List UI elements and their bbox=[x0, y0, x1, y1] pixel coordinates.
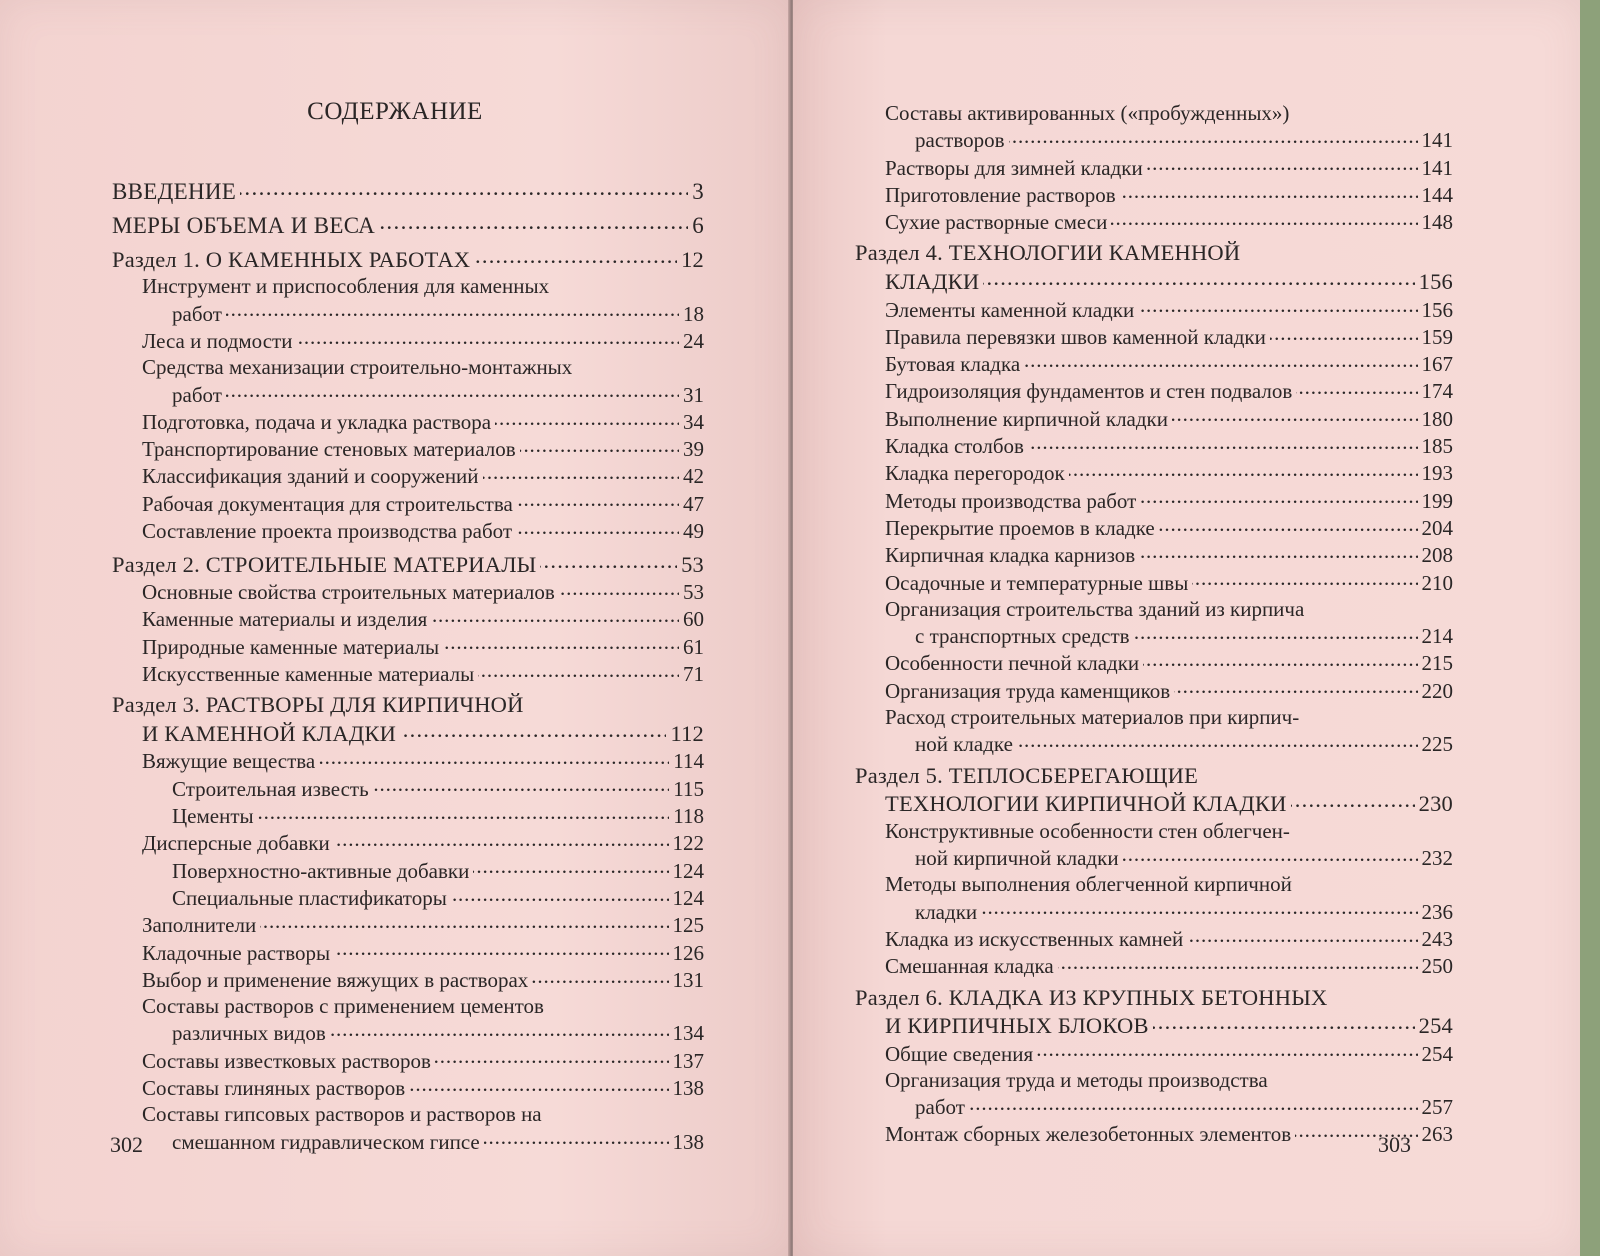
toc-page-number: 254 bbox=[1418, 1013, 1453, 1039]
toc-entry bbox=[855, 154, 1453, 181]
toc-entry bbox=[855, 377, 1453, 404]
toc-entry-title: Организация труда каменщиков bbox=[885, 678, 1171, 703]
dot-leader bbox=[1159, 514, 1418, 535]
toc-entry bbox=[112, 605, 704, 632]
dot-leader bbox=[540, 549, 677, 572]
toc-entry bbox=[112, 327, 704, 354]
toc-entry-title: работ bbox=[172, 301, 222, 326]
toc-entry bbox=[855, 432, 1453, 459]
dot-leader bbox=[1291, 789, 1415, 812]
toc-page-number: 257 bbox=[1421, 1095, 1453, 1120]
toc-page-number: 114 bbox=[673, 749, 704, 774]
toc-entry-title: Методы производства работ bbox=[885, 488, 1137, 513]
toc-page-number: 250 bbox=[1421, 954, 1453, 979]
toc-page-number: 243 bbox=[1421, 926, 1453, 951]
toc-page-number: 156 bbox=[1421, 297, 1453, 322]
toc-entry-title: Инструмент и приспособления для каменных bbox=[142, 274, 550, 299]
dot-leader bbox=[532, 966, 668, 987]
toc-entry-title: Составы активированных («пробужденных») bbox=[885, 101, 1290, 125]
dot-leader bbox=[226, 381, 679, 402]
toc-entry-title: Перекрытие проемов в кладке bbox=[885, 515, 1155, 540]
toc-entry-title: Кладочные растворы bbox=[142, 940, 331, 965]
toc-entry-title: Организация строительства зданий из кирпича bbox=[885, 596, 1305, 621]
toc-entry-title: Строительная известь bbox=[172, 776, 369, 801]
toc-entry bbox=[855, 952, 1453, 979]
toc-page-number: 185 bbox=[1421, 434, 1453, 459]
toc-page-number: 34 bbox=[683, 409, 704, 434]
toc-entry-title: Организация труда и методы производства bbox=[885, 1067, 1268, 1092]
toc-entry bbox=[855, 487, 1453, 514]
dot-leader bbox=[1140, 487, 1417, 508]
toc-entry-title: Бутовая кладка bbox=[885, 352, 1021, 377]
toc-page-number: 156 bbox=[1418, 269, 1453, 295]
dot-leader bbox=[516, 517, 679, 538]
toc-entry bbox=[855, 677, 1453, 704]
dot-leader bbox=[330, 1019, 669, 1040]
toc-entry-title: Вяжущие вещества bbox=[142, 749, 316, 774]
toc-page-number: 230 bbox=[1418, 791, 1453, 817]
toc-page-number: 141 bbox=[1421, 128, 1453, 153]
toc-entry-title: растворов bbox=[915, 128, 1005, 153]
toc-entry bbox=[855, 208, 1453, 235]
toc-page-number: 31 bbox=[683, 382, 704, 407]
toc-entry-title: Смешанная кладка bbox=[885, 954, 1054, 979]
toc-entry-title: Конструктивные особенности стен облегчен- bbox=[885, 818, 1290, 843]
toc-entry bbox=[112, 210, 704, 239]
toc-entry-title: Составление проекта производства работ bbox=[142, 519, 513, 544]
toc-entry bbox=[855, 649, 1453, 676]
toc-entry-title: Кладка из искусственных камней bbox=[885, 926, 1184, 951]
page-number-right: 303 bbox=[1378, 1132, 1411, 1157]
toc-page-number: 167 bbox=[1421, 352, 1453, 377]
dot-leader bbox=[296, 327, 679, 348]
toc-entry bbox=[112, 549, 704, 578]
toc-entry-title: Выполнение кирпичной кладки bbox=[885, 406, 1168, 431]
toc-page-number: 39 bbox=[683, 437, 704, 462]
toc-entry-title: Основные свойства строительных материалов bbox=[142, 580, 555, 605]
toc-entry bbox=[855, 1067, 1453, 1121]
toc-page-number: 220 bbox=[1421, 678, 1453, 703]
toc-entry-title: Выбор и применение вяжущих в растворах bbox=[142, 967, 529, 992]
dot-leader bbox=[409, 1074, 668, 1095]
toc-entry-title: Осадочные и температурные швы bbox=[885, 570, 1189, 595]
toc-page-number: 210 bbox=[1421, 570, 1453, 595]
toc-entry-title: Кладка столбов bbox=[885, 434, 1024, 459]
toc-entry bbox=[112, 857, 704, 884]
toc-page-number: 122 bbox=[672, 831, 704, 856]
toc-page-number: 214 bbox=[1421, 624, 1453, 649]
toc-entry bbox=[112, 802, 704, 829]
dot-leader bbox=[1192, 569, 1417, 590]
toc-page-number: 180 bbox=[1421, 406, 1453, 431]
toc-entry bbox=[112, 884, 704, 911]
dot-leader bbox=[258, 802, 670, 823]
dot-leader bbox=[1123, 844, 1418, 865]
toc-entry-title: Поверхностно-активные добавки bbox=[172, 858, 470, 883]
toc-page-number: 49 bbox=[683, 519, 704, 544]
toc-page-number: 144 bbox=[1421, 182, 1453, 207]
toc-entry bbox=[855, 985, 1453, 1040]
dot-leader bbox=[435, 1047, 669, 1068]
dot-leader bbox=[1120, 181, 1418, 202]
dot-leader bbox=[969, 1093, 1418, 1114]
dot-leader bbox=[1172, 405, 1418, 426]
contents-title: СОДЕРЖАНИЕ bbox=[307, 98, 483, 125]
toc-page-number: 225 bbox=[1421, 732, 1453, 757]
dot-leader bbox=[1270, 323, 1418, 344]
toc-page-number: 159 bbox=[1421, 324, 1453, 349]
toc-entry bbox=[112, 633, 704, 660]
toc-entry bbox=[855, 1120, 1453, 1147]
toc-entry-title: Расход строительных материалов при кирпич- bbox=[885, 705, 1300, 730]
toc-page-number: 71 bbox=[683, 662, 704, 687]
toc-entry bbox=[112, 245, 704, 274]
toc-entry-title: МЕРЫ ОБЪЕМА И ВЕСА bbox=[112, 213, 376, 239]
toc-page-number: 126 bbox=[672, 940, 704, 965]
toc-entry bbox=[855, 100, 1453, 154]
dot-leader bbox=[474, 245, 677, 268]
toc-entry-title: Классификация зданий и сооружений bbox=[142, 464, 479, 489]
dot-leader bbox=[1024, 350, 1417, 371]
dot-leader bbox=[495, 408, 679, 429]
toc-entry-title: работ bbox=[915, 1095, 965, 1120]
toc-entry bbox=[855, 350, 1453, 377]
dot-leader bbox=[1069, 459, 1418, 480]
toc-page-number: 115 bbox=[673, 776, 704, 801]
toc-entry-title: Каменные материалы и изделия bbox=[142, 607, 428, 632]
dot-leader bbox=[1174, 677, 1417, 698]
toc-entry-title: Раздел 3. РАСТВОРЫ ДЛЯ КИРПИЧНОЙ bbox=[112, 692, 524, 718]
toc-entry bbox=[112, 939, 704, 966]
toc-page-number: 137 bbox=[672, 1048, 704, 1073]
dot-leader bbox=[517, 490, 679, 511]
toc-entry bbox=[112, 176, 704, 205]
toc-entry-title: Специальные пластификаторы bbox=[172, 885, 447, 910]
toc-page-number: 254 bbox=[1421, 1041, 1453, 1066]
toc-entry-title: ной кирпичной кладки bbox=[915, 846, 1119, 871]
dot-leader bbox=[443, 633, 679, 654]
dot-leader bbox=[1037, 1040, 1417, 1061]
dot-leader bbox=[226, 300, 679, 321]
page-number-left: 302 bbox=[110, 1132, 143, 1157]
toc-page-number: 134 bbox=[672, 1021, 704, 1046]
toc-page-number: 42 bbox=[683, 464, 704, 489]
toc-entry-title: работ bbox=[172, 382, 222, 407]
dot-leader bbox=[1028, 432, 1418, 453]
toc-entry-title: Раздел 4. ТЕХНОЛОГИИ КАМЕННОЙ bbox=[855, 240, 1241, 266]
dot-leader bbox=[559, 578, 679, 599]
toc-page-number: 141 bbox=[1421, 155, 1453, 180]
dot-leader bbox=[379, 210, 688, 233]
dot-leader bbox=[1139, 541, 1417, 562]
dot-leader bbox=[334, 829, 669, 850]
toc-entry-title: Сухие растворные смеси bbox=[885, 210, 1108, 235]
toc-entry-title: Средства механизации строительно-монтажных bbox=[142, 355, 573, 380]
dot-leader bbox=[240, 176, 688, 199]
dot-leader bbox=[981, 898, 1417, 919]
toc-entry bbox=[112, 911, 704, 938]
toc-page-number: 61 bbox=[683, 634, 704, 659]
toc-entry bbox=[855, 323, 1453, 350]
dot-leader bbox=[1017, 730, 1418, 751]
toc-entry bbox=[112, 1101, 704, 1155]
toc-page-number: 60 bbox=[683, 607, 704, 632]
dot-leader bbox=[431, 605, 679, 626]
toc-page-number: 6 bbox=[692, 213, 704, 239]
dot-leader bbox=[1009, 126, 1418, 147]
toc-entry bbox=[855, 514, 1453, 541]
toc-entry-title: И КАМЕННОЙ КЛАДКИ bbox=[142, 721, 397, 747]
dot-leader bbox=[451, 884, 669, 905]
toc-entry bbox=[112, 354, 704, 408]
toc-page-number: 112 bbox=[670, 721, 704, 747]
dot-leader bbox=[1143, 649, 1417, 670]
toc-entry bbox=[855, 541, 1453, 568]
toc-entry-title: Кирпичная кладка карнизов bbox=[885, 543, 1136, 568]
toc-entry bbox=[112, 775, 704, 802]
toc-entry-title: Раздел 1. О КАМЕННЫХ РАБОТАХ bbox=[112, 247, 471, 273]
toc-page-number: 124 bbox=[672, 885, 704, 910]
toc-page-number: 124 bbox=[672, 858, 704, 883]
toc-entry bbox=[112, 273, 704, 327]
toc-entry bbox=[855, 925, 1453, 952]
toc-page-number: 118 bbox=[673, 804, 704, 829]
toc-entry-title: Леса и подмости bbox=[142, 328, 293, 353]
toc-page-number: 199 bbox=[1421, 488, 1453, 513]
dot-leader bbox=[1187, 925, 1417, 946]
toc-entry bbox=[855, 596, 1453, 650]
toc-page-number: 12 bbox=[681, 247, 704, 273]
toc-page-number: 204 bbox=[1421, 515, 1453, 540]
toc-entry bbox=[855, 763, 1453, 818]
toc-entry-title: Заполнители bbox=[142, 913, 257, 938]
toc-entry-title: Составы гипсовых растворов и растворов на bbox=[142, 1102, 542, 1127]
toc-page-number: 47 bbox=[683, 491, 704, 516]
toc-entry-title: различных видов bbox=[172, 1021, 326, 1046]
toc-entry-title: Цементы bbox=[172, 804, 254, 829]
toc-entry-title: Подготовка, подача и укладка раствора bbox=[142, 409, 492, 434]
toc-page-number: 24 bbox=[683, 328, 704, 353]
toc-entry-title: Дисперсные добавки bbox=[142, 831, 330, 856]
toc-entry bbox=[855, 296, 1453, 323]
toc-entry-title: смешанном гидравлическом гипсе bbox=[172, 1129, 480, 1154]
toc-entry bbox=[112, 993, 704, 1047]
toc-page-number: 131 bbox=[672, 967, 704, 992]
toc-entry-title: Правила перевязки швов каменной кладки bbox=[885, 324, 1266, 349]
toc-entry-title: с транспортных средств bbox=[915, 624, 1130, 649]
dot-leader bbox=[478, 660, 679, 681]
dot-leader bbox=[400, 719, 666, 742]
toc-entry bbox=[855, 569, 1453, 596]
toc-entry-title: Методы выполнения облегченной кирпичной bbox=[885, 872, 1292, 897]
toc-entry-title: Приготовление растворов bbox=[885, 182, 1116, 207]
toc-left bbox=[112, 176, 704, 1155]
dot-leader bbox=[483, 462, 679, 483]
toc-entry bbox=[112, 1074, 704, 1101]
toc-entry-title: Монтаж сборных железобетонных элементов bbox=[885, 1122, 1292, 1147]
toc-page-number: 236 bbox=[1421, 899, 1453, 924]
dot-leader bbox=[1147, 154, 1418, 175]
toc-entry bbox=[855, 181, 1453, 208]
dot-leader bbox=[520, 435, 679, 456]
dot-leader bbox=[373, 775, 670, 796]
toc-entry bbox=[855, 240, 1453, 295]
toc-entry bbox=[112, 660, 704, 687]
toc-entry bbox=[112, 1047, 704, 1074]
toc-entry bbox=[112, 966, 704, 993]
toc-page-number: 148 bbox=[1421, 210, 1453, 235]
toc-page-number: 193 bbox=[1421, 461, 1453, 486]
dot-leader bbox=[1138, 296, 1417, 317]
toc-page-number: 53 bbox=[681, 551, 704, 577]
toc-entry-title: Составы известковых растворов bbox=[142, 1048, 431, 1073]
toc-entry-title: Раздел 6. КЛАДКА ИЗ КРУПНЫХ БЕТОННЫХ bbox=[855, 984, 1328, 1010]
toc-entry-title: ной кладке bbox=[915, 732, 1013, 757]
toc-entry bbox=[112, 462, 704, 489]
toc-entry bbox=[855, 405, 1453, 432]
toc-entry bbox=[112, 490, 704, 517]
toc-entry-title: Раздел 5. ТЕПЛОСБЕРЕГАЮЩИЕ bbox=[855, 762, 1199, 788]
toc-entry-title: Кладка перегородок bbox=[885, 461, 1065, 486]
toc-entry bbox=[855, 871, 1453, 925]
toc-entry-title: ВВЕДЕНИЕ bbox=[112, 179, 237, 204]
toc-entry-title: И КИРПИЧНЫХ БЛОКОВ bbox=[885, 1013, 1149, 1039]
toc-entry bbox=[112, 408, 704, 435]
toc-entry-title: Элементы каменной кладки bbox=[885, 297, 1135, 322]
toc-entry bbox=[112, 517, 704, 544]
toc-entry-title: Искусственные каменные материалы bbox=[142, 662, 475, 687]
toc-page-number: 138 bbox=[672, 1129, 704, 1154]
toc-entry-title: Транспортирование стеновых материалов bbox=[142, 437, 516, 462]
dot-leader bbox=[1296, 377, 1417, 398]
toc-entry bbox=[112, 435, 704, 462]
toc-entry-title: Гидроизоляция фундаментов и стен подвалов bbox=[885, 379, 1293, 404]
toc-entry-title: Рабочая документация для строительства bbox=[142, 491, 513, 516]
toc-entry bbox=[112, 578, 704, 605]
toc-page-number: 53 bbox=[683, 580, 704, 605]
toc-page-number: 215 bbox=[1421, 651, 1453, 676]
toc-entry bbox=[855, 704, 1453, 758]
dot-leader bbox=[319, 747, 669, 768]
toc-page-number: 174 bbox=[1421, 379, 1453, 404]
toc-entry-title: КЛАДКИ bbox=[885, 269, 980, 295]
dot-leader bbox=[484, 1128, 669, 1149]
toc-right bbox=[855, 100, 1453, 1148]
toc-entry-title: Природные каменные материалы bbox=[142, 634, 440, 659]
dot-leader bbox=[1153, 1011, 1415, 1034]
dot-leader bbox=[334, 939, 668, 960]
toc-entry bbox=[112, 747, 704, 774]
toc-entry bbox=[855, 1040, 1453, 1067]
toc-page-number: 208 bbox=[1421, 543, 1453, 568]
toc-entry bbox=[112, 692, 704, 747]
toc-page-number: 232 bbox=[1421, 846, 1453, 871]
toc-page-number: 263 bbox=[1421, 1122, 1453, 1147]
toc-entry bbox=[855, 818, 1453, 872]
toc-entry-title: Раздел 2. СТРОИТЕЛЬНЫЕ МАТЕРИАЛЫ bbox=[112, 551, 537, 577]
toc-page-number: 3 bbox=[692, 179, 704, 204]
toc-entry-title: Общие сведения bbox=[885, 1041, 1034, 1066]
toc-page-number: 138 bbox=[672, 1076, 704, 1100]
left-page bbox=[0, 0, 791, 1256]
toc-entry-title: Составы растворов с применением цементов bbox=[142, 994, 544, 1019]
toc-entry-title: ТЕХНОЛОГИИ КИРПИЧНОЙ КЛАДКИ bbox=[885, 791, 1287, 817]
dot-leader bbox=[983, 267, 1414, 290]
toc-entry-title: Растворы для зимней кладки bbox=[885, 155, 1143, 180]
toc-entry-title: Особенности печной кладки bbox=[885, 651, 1140, 676]
toc-page-number: 18 bbox=[683, 301, 704, 326]
toc-entry bbox=[112, 829, 704, 856]
toc-entry bbox=[855, 459, 1453, 486]
cover-edge bbox=[1580, 0, 1600, 1256]
dot-leader bbox=[260, 911, 668, 932]
toc-page-number: 125 bbox=[672, 913, 704, 938]
dot-leader bbox=[1111, 208, 1417, 229]
dot-leader bbox=[1058, 952, 1418, 973]
dot-leader bbox=[473, 857, 668, 878]
toc-entry-title: Составы глиняных растворов bbox=[142, 1076, 406, 1100]
dot-leader bbox=[1134, 622, 1418, 643]
toc-entry-title: кладки bbox=[915, 899, 978, 924]
